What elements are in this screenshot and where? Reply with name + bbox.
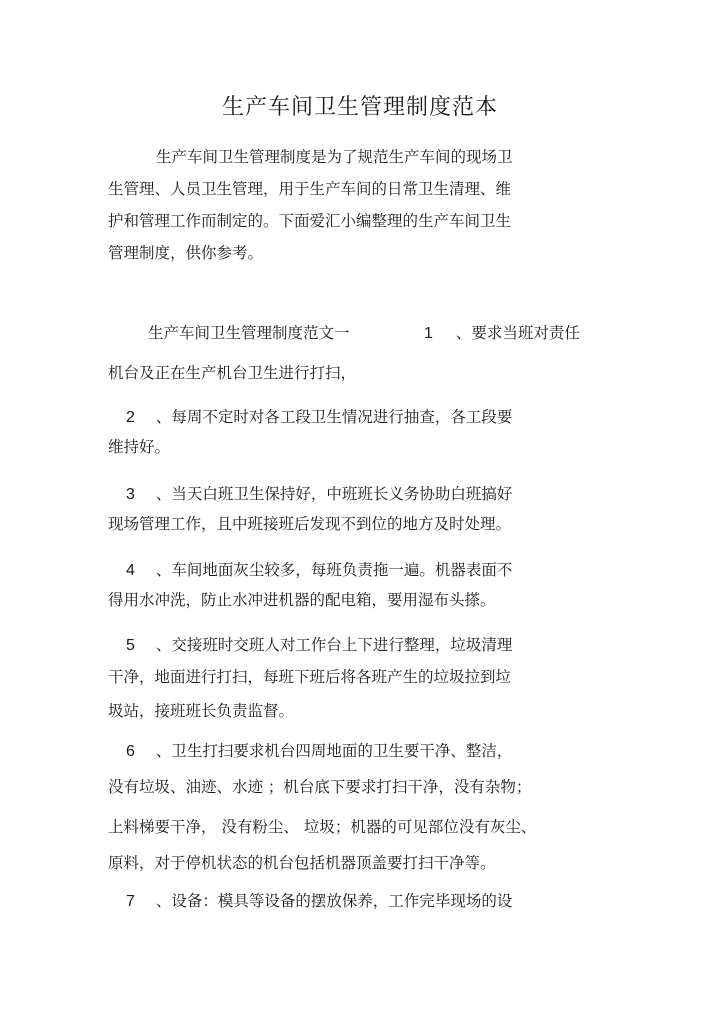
item-text: 现场管理工作，且中班接班后发现不到位的地方及时处理。 — [108, 515, 512, 533]
list-item-3-first-line — [126, 483, 626, 506]
section-heading: 生产车间卫生管理制度范文一 — [148, 324, 350, 342]
list-item-7-first-line — [126, 890, 626, 913]
item-text: 没有垃圾、油迹、水迹 ；机台底下要求打扫干净，没有杂物； — [108, 778, 532, 796]
item-text: 、当天白班卫生保持好，中班班长义务协助白班搞好 — [155, 485, 513, 503]
item-text: 、设备：模具等设备的摆放保养，工作完毕现场的设 — [155, 892, 513, 910]
list-item-1-first-line — [424, 322, 720, 345]
item-text: 上料梯要干净， 没有粉尘、 垃圾；机器的可见部位没有灰尘、 — [108, 818, 537, 836]
list-item-2-first-line — [126, 406, 626, 429]
item-number: 7 — [126, 893, 135, 910]
item-number: 3 — [126, 486, 135, 503]
list-item-4-first-line — [126, 559, 626, 582]
item-text: 干净，地面进行打扫，每班下班后将各班产生的垃圾拉到垃 — [108, 668, 512, 686]
list-item-5-first-line — [126, 634, 626, 657]
list-item-6-first-line — [126, 740, 626, 763]
item-text: 、要求当班对责任 — [455, 324, 580, 342]
item-number: 5 — [126, 637, 135, 654]
item-number: 4 — [126, 562, 135, 579]
item-text: 圾站，接班班长负责监督。 — [108, 702, 295, 720]
item-text: 、交接班时交班人对工作台上下进行整理，垃圾清理 — [155, 636, 513, 654]
item-text: 机台及正在生产机台卫生进行打扫， — [108, 364, 357, 382]
intro-line: 生产车间卫生管理制度是为了规范生产车间的现场卫 — [156, 148, 513, 166]
item-text: 、每周不定时对各工段卫生情况进行抽查，各工段要 — [155, 408, 513, 426]
item-text: 维持好。 — [108, 438, 171, 456]
intro-line: 管理制度，供你参考。 — [108, 244, 264, 262]
page-title: 生产车间卫生管理制度范本 — [221, 95, 498, 120]
item-text: 得用水冲洗，防止水冲进机器的配电箱，要用湿布头搽。 — [108, 591, 496, 609]
intro-line: 护和管理工作而制定的。下面爱汇小编整理的生产车间卫生 — [108, 212, 512, 230]
item-number: 6 — [126, 743, 135, 760]
intro-line: 生管理、人员卫生管理，用于生产车间的日常卫生清理、维 — [108, 180, 512, 198]
item-text: 、卫生打扫要求机台四周地面的卫生要干净、整洁， — [155, 742, 513, 760]
item-number: 1 — [424, 325, 433, 342]
item-text: 、车间地面灰尘较多，每班负责拖一遍。机器表面不 — [155, 561, 513, 579]
item-text: 原料，对于停机状态的机台包括机器顶盖要打扫干净等。 — [108, 854, 496, 872]
item-number: 2 — [126, 409, 135, 426]
